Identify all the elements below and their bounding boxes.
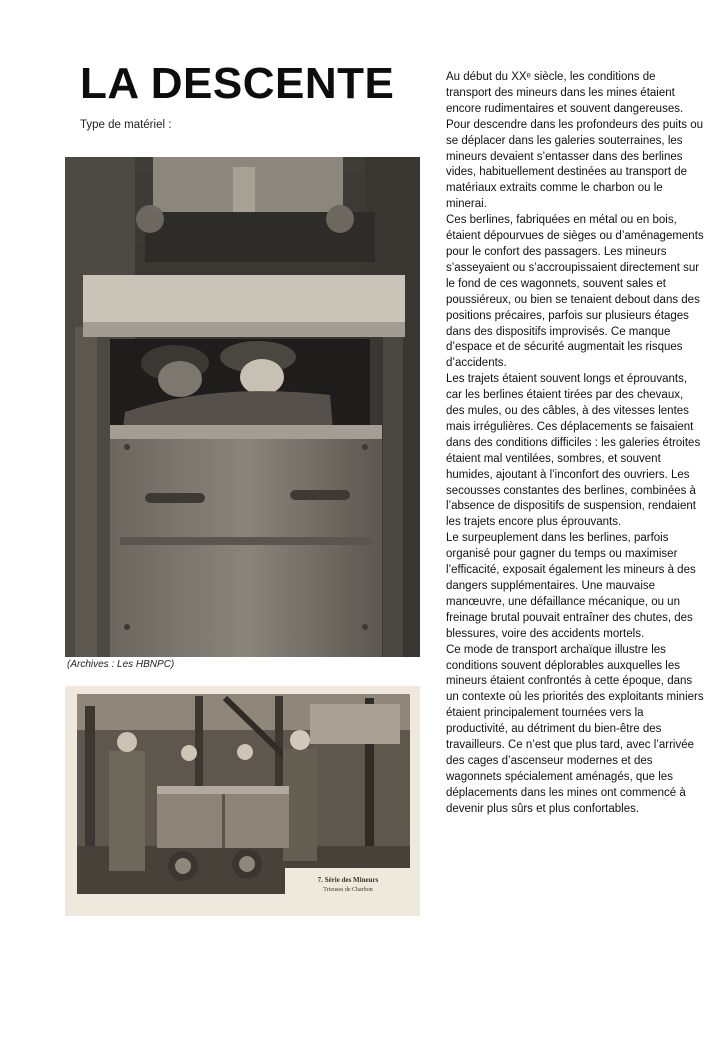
paragraph: Ces berlines, fabriquées en métal ou en bois, étaient dépourvues de sièges ou d’aménagements pour le confort des passagers. Les mineurs s’asseyaient ou s’accroupissaient directement sur le fond de ces wagonnets, souvent sales et poussiéreux, ou bien se tenaient debout dans des positions précaires, parfois sur plusieurs étages dans des dispositifs improvisés. Ce manque d’espace et de sécurité augmentait les risques d’accidents. [446, 214, 704, 370]
postcard-label-series: 7. Série des Mineurs [317, 876, 379, 884]
women-with-mine-cart-postcard [65, 686, 420, 916]
paragraph: Ce mode de transport archaïque illustre les conditions souvent déplorables auxquelles les mineurs étaient confrontés à cette époque, dans un contexte où les priorités des exploitants miniers étaient principalement tournées vers la productivité, au détriment du bien-être des travailleurs. Ce n’est que plus tard, avec l’arrivée des cages d’ascenseur modernes et des wagonnets spécialement aménagés, que les déplacements dans les mines ont commencé à devenir plus sûrs et plus confortables. [446, 643, 704, 815]
paragraph: Au début du XXᵉ siècle, les conditions de transport des mineurs dans les mines étaient encore rudimentaires et souvent dangereuses. Pour descendre dans les profondeurs des puits ou se déplacer dans les galeries souterraines, les mineurs devaient s’entasser dans des berlines vides, habituellement destinées au transport de matériaux extraits comme le charbon ou le minerai. [446, 71, 703, 211]
article-body [446, 70, 704, 818]
page-title: LA DESCENTE [80, 59, 395, 108]
paragraph: Les trajets étaient souvent longs et éprouvants, car les berlines étaient tirées par des chevaux, des mules, ou des câbles, à des vitesses lentes mais irrégulières. Ces déplacements se faisaient dans des conditions difficiles : les galeries étroites étaient mal ventilées, sombres, et souvent humides, ajoutant à l’inconfort des ouvriers. Les secousses constantes des berlines, combinées à l’absence de dispositifs de suspension, rendaient les trajets encore plus éprouvants. [446, 373, 701, 529]
photo-caption: (Archives : Les HBNPC) [67, 659, 175, 670]
postcard-label-title: Trieuses de Charbon [323, 887, 373, 893]
material-type-label: Type de matériel : [80, 119, 172, 131]
paragraph: Le surpeuplement dans les berlines, parfois organisé pour gagner du temps ou maximiser l’efficacité, exposait également les mineurs à des dangers supplémentaires. Une mauvaise manœuvre, une défaillance mécanique, ou un freinage brutal pouvait entraîner des chutes, des blessures, voire des accidents mortels. [446, 532, 696, 640]
miners-in-berline-photo [65, 157, 420, 657]
